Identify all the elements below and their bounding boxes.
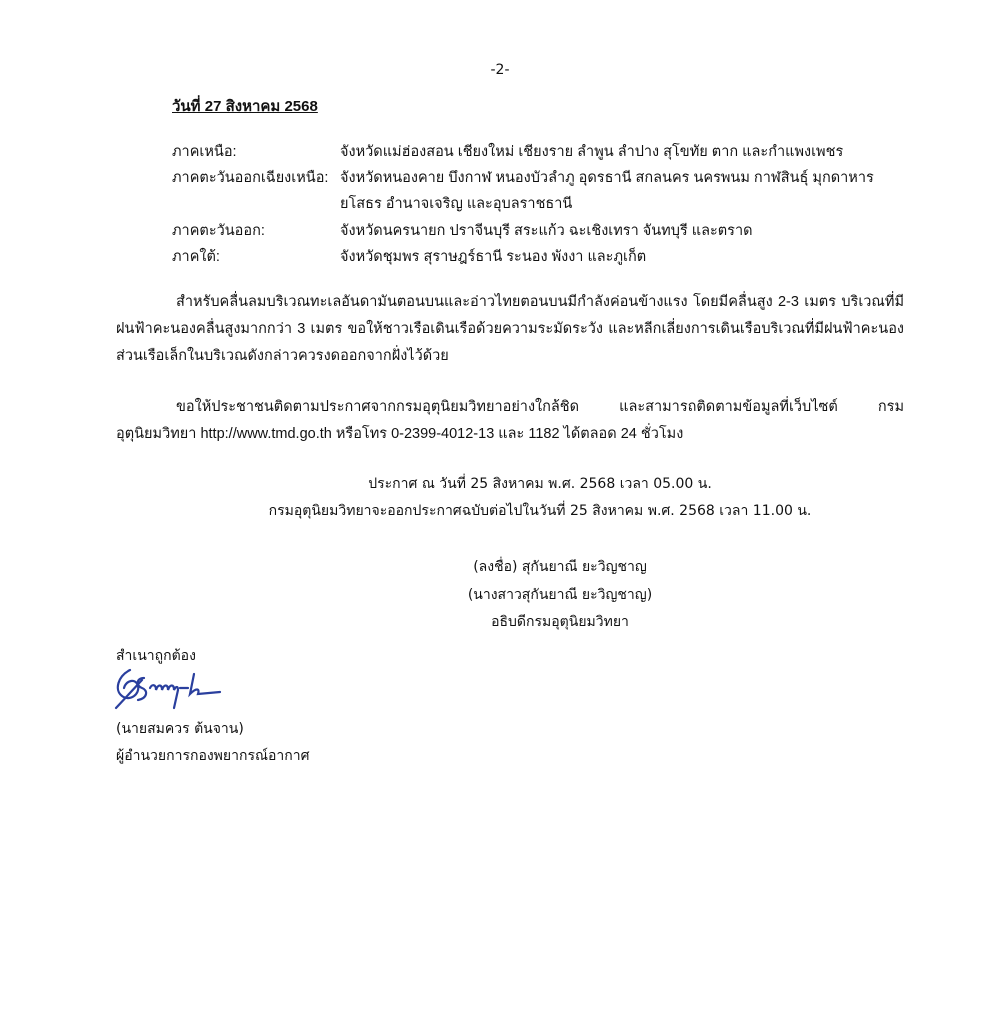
follow-notice-paragraph bbox=[116, 394, 904, 448]
region-provinces-south: จังหวัดชุมพร สุราษฎร์ธานี ระนอง พังงา และภูเก็ต bbox=[340, 249, 647, 265]
region-provinces-north: จังหวัดแม่ฮ่องสอน เชียงใหม่ เชียงราย ลำพูน ลำปาง สุโขทัย ตาก และกำแพงเพชร bbox=[340, 144, 844, 160]
region-label-east: ภาคตะวันออก: bbox=[172, 223, 265, 239]
certifier-position: ผู้อำนวยการกองพยากรณ์อากาศ bbox=[116, 748, 310, 764]
certified-copy-label: สำเนาถูกต้อง bbox=[116, 648, 196, 664]
region-provinces-northeast-line2: ยโสธร อำนาจเจริญ และอุบลราชธานี bbox=[340, 196, 573, 212]
signatory-full-name: (นางสาวสุกันยาณี ยะวิญชาญ) bbox=[467, 587, 653, 603]
region-label-north: ภาคเหนือ: bbox=[172, 144, 237, 160]
signed-line: (ลงชื่อ) สุกันยาณี ยะวิญชาญ bbox=[473, 559, 647, 575]
sea-warning-paragraph bbox=[116, 289, 904, 370]
page-number: -2- bbox=[490, 62, 510, 78]
region-label-south: ภาคใต้: bbox=[172, 249, 220, 265]
region-provinces-northeast-line1: จังหวัดหนองคาย บึงกาฬ หนองบัวลำภู อุดรธานี สกลนคร นครพนม กาฬสินธุ์ มุกดาหาร bbox=[340, 170, 874, 186]
follow-notice-text: ขอให้ประชาชนติดตามประกาศจากกรมอุตุนิยมวิทยาอย่างใกล้ชิด และสามารถติดตามข้อมูลที่เว็บไซต์ กรมอุตุนิยมวิทยา http://www.tmd.go.th หรือโทร 0-2399-4012-13 และ 1182 ได้ตลอด 24 ชั่วโมง bbox=[116, 399, 904, 442]
region-provinces-east: จังหวัดนครนายก ปราจีนบุรี สระแก้ว ฉะเชิงเทรา จันทบุรี และตราด bbox=[340, 223, 753, 239]
next-announcement: กรมอุตุนิยมวิทยาจะออกประกาศฉบับต่อไปในวันที่ 25 สิงหาคม พ.ศ. 2568 เวลา 11.00 น. bbox=[268, 503, 812, 519]
sea-warning-text: สำหรับคลื่นลมบริเวณทะเลอันดามันตอนบนและอ่าวไทยตอนบนมีกำลังค่อนข้างแรง โดยมีคลื่นสูง 2-3 เมตร บริเวณที่มีฝนฟ้าคะนองคลื่นสูงมากกว่า 3 เมตร ขอให้ชาวเรือเดินเรือด้วยความระมัดระวัง และหลีกเลี่ยงการเดินเรือบริเวณที่มีฝนฟ้าคะนอง ส่วนเรือเล็กในบริเวณดังกล่าวควรงดออกจากฝั่งไว้ด้วย bbox=[116, 294, 904, 364]
certifier-name: (นายสมควร ต้นจาน) bbox=[116, 721, 244, 737]
signatory-title: อธิบดีกรมอุตุนิยมวิทยา bbox=[491, 614, 629, 630]
date-heading: วันที่ 27 สิงหาคม 2568 bbox=[172, 98, 318, 115]
region-label-northeast: ภาคตะวันออกเฉียงเหนือ: bbox=[172, 170, 329, 186]
issued-datetime: ประกาศ ณ วันที่ 25 สิงหาคม พ.ศ. 2568 เวลา 05.00 น. bbox=[368, 476, 712, 492]
handwritten-signature-icon bbox=[112, 664, 222, 714]
